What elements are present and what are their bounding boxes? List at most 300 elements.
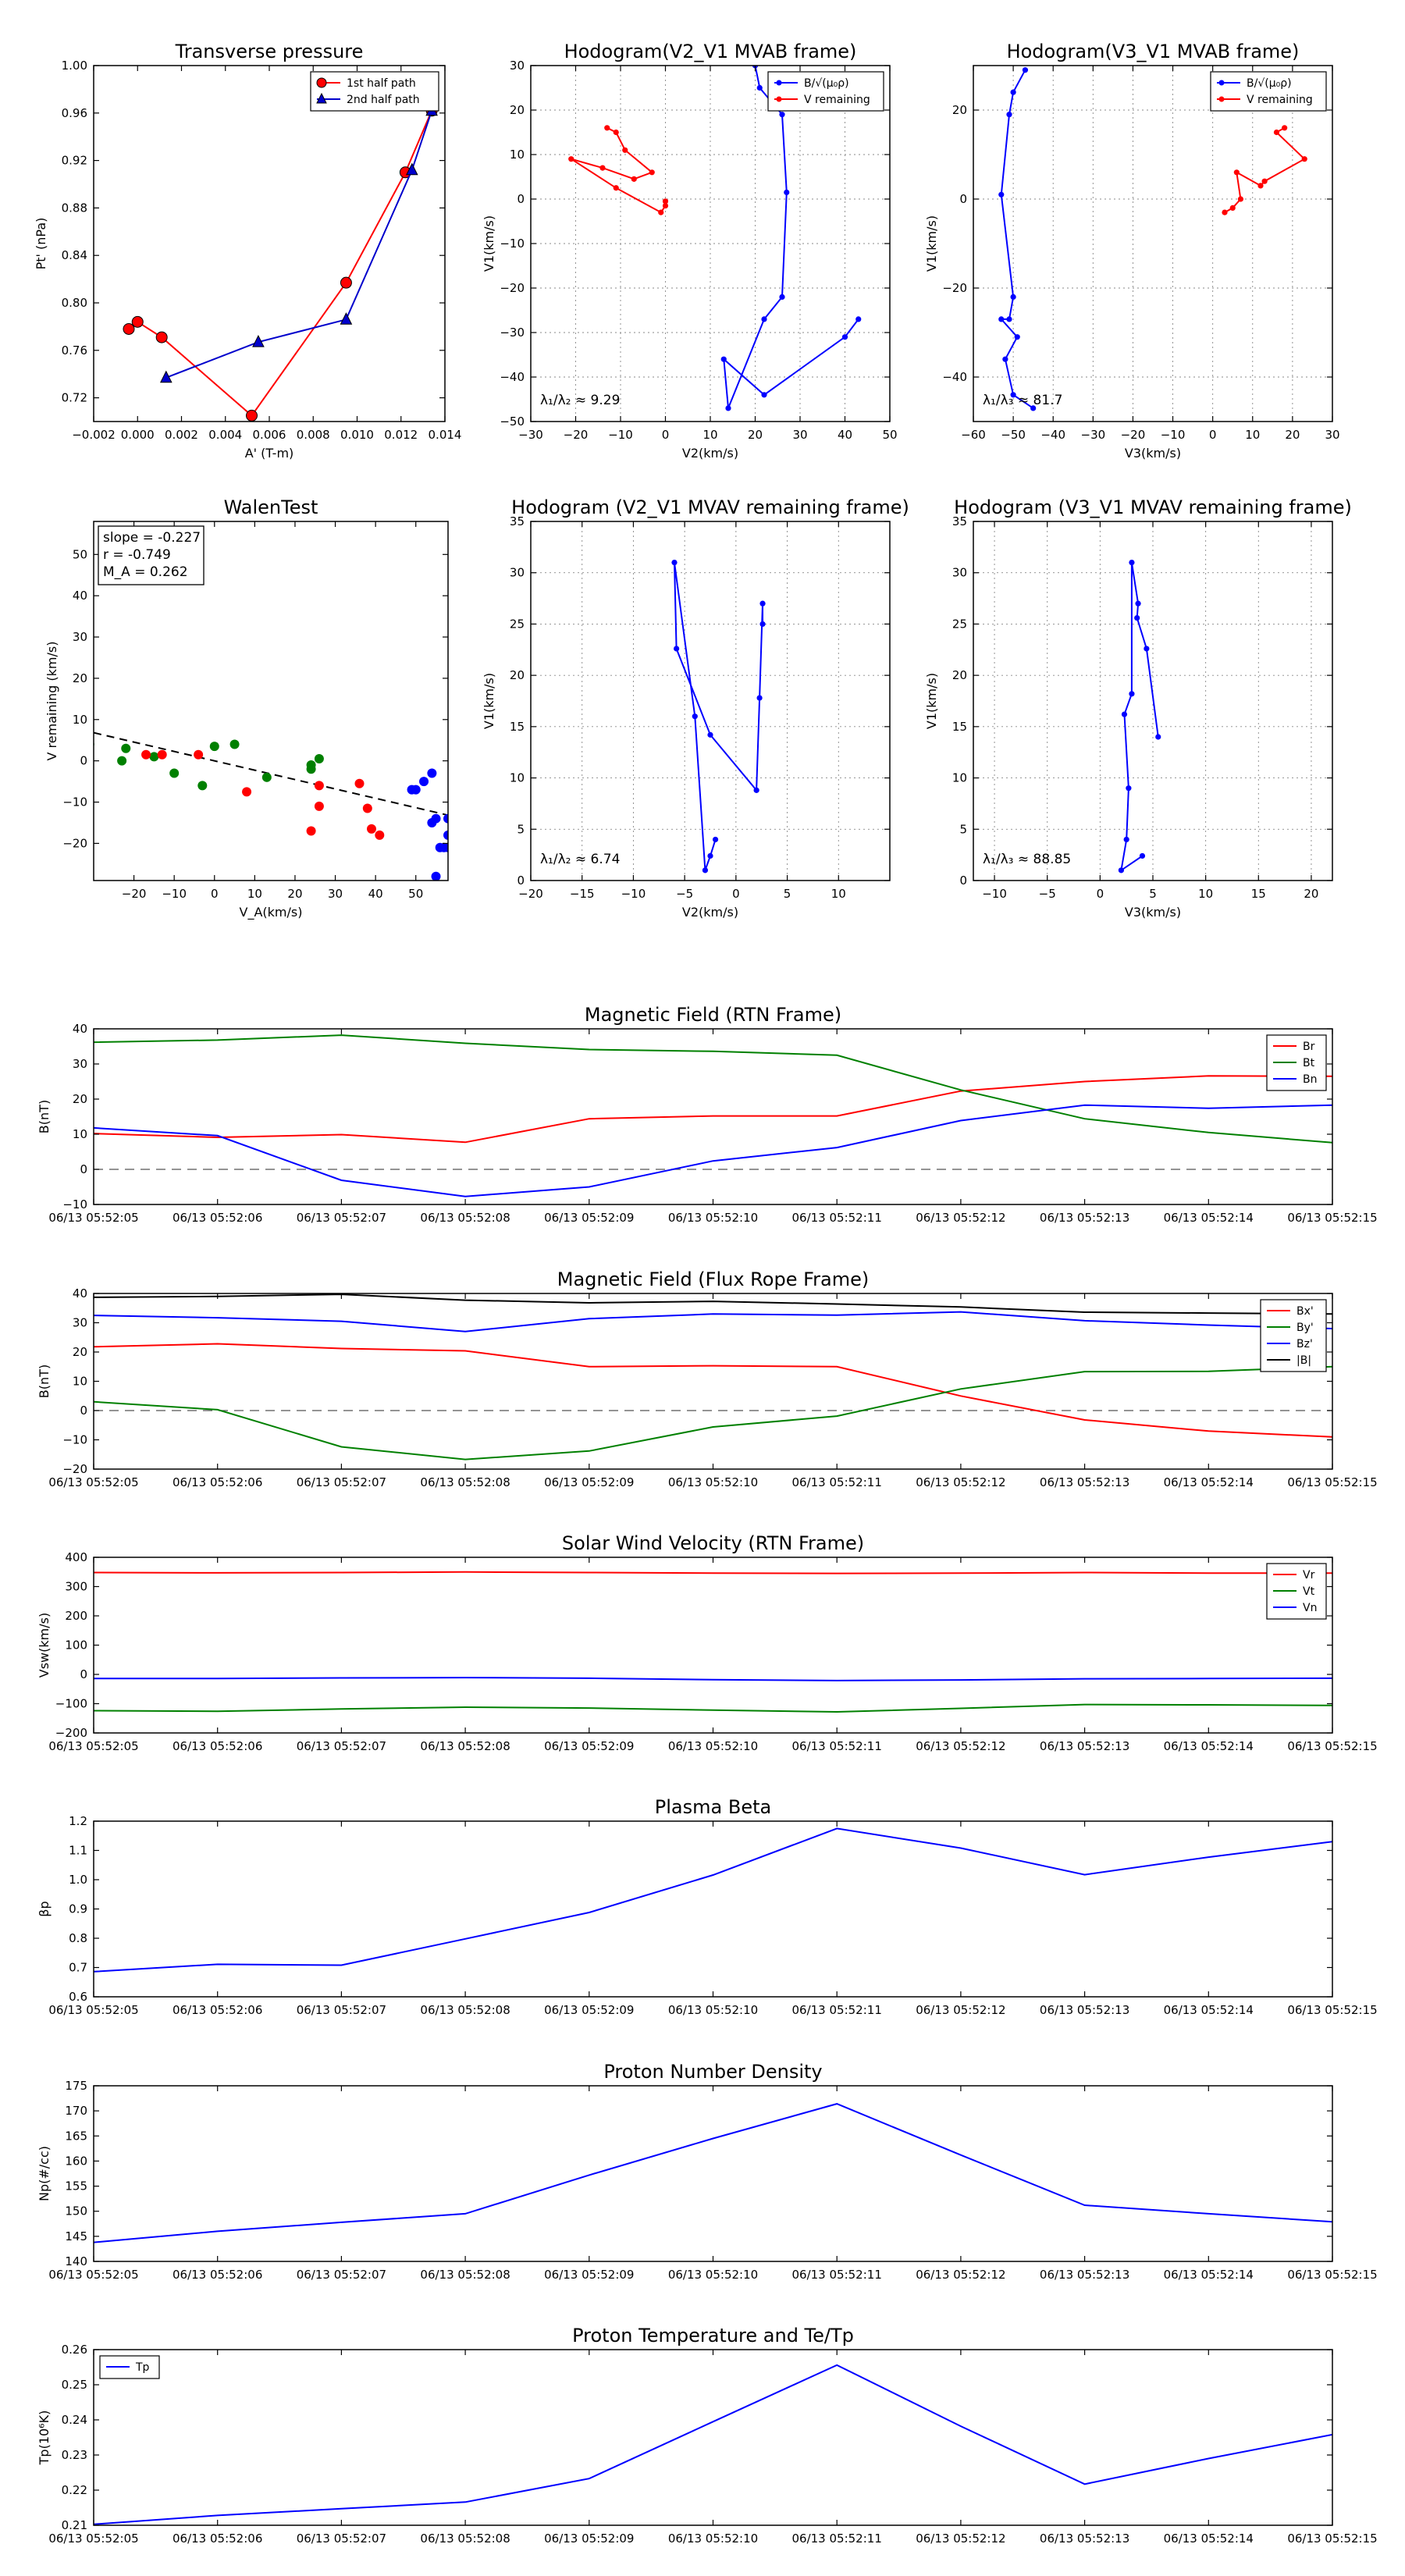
data-point-b xyxy=(761,316,767,322)
y-tick-label: 30 xyxy=(951,565,967,580)
plot-area xyxy=(94,1828,1332,1971)
data-point-series-2 xyxy=(315,802,324,811)
x-axis-label: V3(km/s) xyxy=(1124,905,1182,920)
legend-label-b: |B| xyxy=(1297,1354,1312,1367)
x-tick-label-timestamp: 06/13 05:52:15 xyxy=(1287,1211,1378,1225)
x-tick-label-timestamp: 06/13 05:52:15 xyxy=(1287,1475,1378,1489)
legend-label-br: Br xyxy=(1303,1041,1315,1053)
series-line-series-1 xyxy=(94,1828,1332,1971)
data-point-v-remaining xyxy=(1257,183,1263,188)
data-point-series-1 xyxy=(707,732,713,738)
data-point-1st-half-path xyxy=(123,323,134,334)
x-tick-label: 0 xyxy=(661,428,670,442)
axes-frame xyxy=(94,2350,1332,2525)
data-point-b xyxy=(1006,316,1012,322)
legend xyxy=(1211,72,1326,111)
x-tick-label-timestamp: 06/13 05:52:09 xyxy=(544,1211,635,1225)
panel-walentest xyxy=(44,496,453,920)
y-tick-label: 30 xyxy=(509,59,525,73)
data-point-series-2 xyxy=(307,827,316,836)
legend-marker xyxy=(777,97,782,102)
x-tick-label: −10 xyxy=(162,887,187,901)
x-tick-label: −20 xyxy=(518,887,543,901)
y-tick-label: 30 xyxy=(509,565,525,580)
data-point-series-1 xyxy=(1144,646,1149,651)
legend-label-2nd-half-path: 2nd half path xyxy=(347,94,420,106)
x-tick-label-timestamp: 06/13 05:52:10 xyxy=(667,2532,759,2546)
x-tick-label-timestamp: 06/13 05:52:11 xyxy=(791,2003,882,2017)
x-tick-label: −20 xyxy=(1120,428,1146,442)
data-point-series-1 xyxy=(674,646,679,651)
panel-hodogram-v3-v1-mvav-remaining-frame xyxy=(924,496,1352,920)
x-tick-label-timestamp: 06/13 05:52:06 xyxy=(173,1475,263,1489)
y-tick-label: 1.1 xyxy=(69,1843,87,1858)
x-tick-label: 40 xyxy=(368,887,383,901)
series-line-tp xyxy=(94,2365,1332,2524)
x-tick-label-timestamp: 06/13 05:52:09 xyxy=(544,2003,635,2017)
series-line-bt xyxy=(94,1035,1332,1143)
x-tick-label: −20 xyxy=(563,428,589,442)
y-tick-label: 0.21 xyxy=(61,2518,87,2532)
y-tick-label: 20 xyxy=(951,103,967,117)
y-tick-label: 20 xyxy=(951,668,967,683)
x-tick-label: 0.014 xyxy=(428,428,462,442)
y-axis-label: Vsw(km/s) xyxy=(37,1612,52,1678)
data-point-series-1 xyxy=(1122,711,1127,717)
x-tick-label-timestamp: 06/13 05:52:15 xyxy=(1287,1739,1378,1753)
plot-area xyxy=(94,1572,1332,1712)
data-point-series-1 xyxy=(85,740,94,749)
x-tick-label-timestamp: 06/13 05:52:13 xyxy=(1039,2003,1130,2017)
panel-proton-temperature-and-te-tp xyxy=(37,2325,1378,2546)
legend-marker xyxy=(1219,97,1225,102)
y-tick-label: 40 xyxy=(72,1286,87,1300)
data-point-series-1 xyxy=(210,742,219,751)
y-tick-label: 175 xyxy=(65,2079,87,2093)
y-tick-label: 35 xyxy=(509,514,525,528)
x-tick-label: 10 xyxy=(1198,887,1214,901)
y-tick-label: −20 xyxy=(62,836,87,851)
legend-label-bz: Bz' xyxy=(1297,1338,1313,1350)
y-tick-label: 10 xyxy=(72,1127,87,1141)
data-point-v-remaining xyxy=(1238,196,1243,201)
x-axis-label: V_A(km/s) xyxy=(239,905,303,920)
data-point-b xyxy=(998,192,1004,197)
chart-title: Hodogram(V2_V1 MVAB frame) xyxy=(564,41,857,62)
data-point-series-1 xyxy=(197,781,207,790)
y-tick-label: −50 xyxy=(500,415,525,429)
y-tick-label: 0.25 xyxy=(61,2378,87,2392)
series-line-bn xyxy=(94,1105,1332,1197)
x-tick-label: 0.002 xyxy=(165,428,198,442)
data-point-series-3 xyxy=(432,872,441,881)
y-tick-label: 170 xyxy=(65,2104,87,2119)
y-tick-label: 20 xyxy=(509,103,525,117)
stats-line: r = -0.749 xyxy=(103,547,171,563)
data-point-b xyxy=(721,357,727,362)
y-tick-label: 0.88 xyxy=(61,201,87,215)
x-tick-label-timestamp: 06/13 05:52:14 xyxy=(1163,2532,1254,2546)
x-axis-label: V3(km/s) xyxy=(1124,446,1182,461)
legend-marker xyxy=(777,80,782,86)
x-tick-label-timestamp: 06/13 05:52:09 xyxy=(544,1475,635,1489)
x-axis-label: A' (T-m) xyxy=(244,446,294,461)
data-point-1st-half-path xyxy=(247,410,258,421)
x-tick-label: −10 xyxy=(1160,428,1186,442)
y-axis-label: V1(km/s) xyxy=(924,672,939,730)
y-tick-label: −20 xyxy=(500,281,525,295)
data-point-series-1 xyxy=(1129,691,1134,696)
y-axis-label: V1(km/s) xyxy=(482,672,496,730)
y-tick-label: 20 xyxy=(509,668,525,683)
axes-frame xyxy=(531,521,890,881)
x-tick-label-timestamp: 06/13 05:52:12 xyxy=(916,2003,1006,2017)
data-point-series-1 xyxy=(756,695,762,700)
data-point-series-2 xyxy=(141,750,151,760)
series-line-vt xyxy=(94,1705,1332,1712)
x-tick-label-timestamp: 06/13 05:52:06 xyxy=(173,2532,263,2546)
x-tick-label-timestamp: 06/13 05:52:12 xyxy=(916,1211,1006,1225)
data-point-v-remaining xyxy=(604,125,610,130)
x-tick-label-timestamp: 06/13 05:52:07 xyxy=(296,1475,387,1489)
x-tick-label-timestamp: 06/13 05:52:13 xyxy=(1039,1475,1130,1489)
y-tick-label: 0.72 xyxy=(61,390,87,405)
x-tick-label-timestamp: 06/13 05:52:12 xyxy=(916,2532,1006,2546)
y-tick-label: 145 xyxy=(65,2229,87,2243)
x-tick-label-timestamp: 06/13 05:52:10 xyxy=(667,1739,759,1753)
x-tick-label-timestamp: 06/13 05:52:11 xyxy=(791,2268,882,2282)
chart-title: WalenTest xyxy=(223,496,318,518)
x-tick-label: 20 xyxy=(1304,887,1319,901)
data-point-series-1 xyxy=(1140,853,1145,859)
x-tick-label-timestamp: 06/13 05:52:08 xyxy=(420,1739,510,1753)
plot-area xyxy=(973,66,1332,422)
legend-label-bn: Bn xyxy=(1303,1073,1318,1086)
x-tick-label: −30 xyxy=(1080,428,1106,442)
series-line-1st-half-path xyxy=(129,111,432,416)
data-point-v-remaining xyxy=(1230,205,1236,211)
data-point-v-remaining xyxy=(631,176,637,182)
y-tick-label: 0 xyxy=(517,873,525,888)
series-line-by xyxy=(94,1367,1332,1460)
x-tick-label-timestamp: 06/13 05:52:06 xyxy=(173,1739,263,1753)
y-tick-label: 0.80 xyxy=(61,296,87,310)
data-point-b xyxy=(1011,294,1016,300)
x-tick-label-timestamp: 06/13 05:52:06 xyxy=(173,2003,263,2017)
x-tick-label-timestamp: 06/13 05:52:11 xyxy=(791,1211,882,1225)
y-tick-label: 10 xyxy=(72,712,87,727)
data-point-series-1 xyxy=(315,754,324,763)
axes-frame xyxy=(94,2086,1332,2261)
x-tick-label: 10 xyxy=(831,887,846,901)
y-tick-label: 0 xyxy=(959,192,967,206)
data-point-v-remaining xyxy=(1302,156,1307,162)
chart-title: Hodogram (V2_V1 MVAV remaining frame) xyxy=(511,496,909,518)
chart-title: Plasma Beta xyxy=(654,1796,772,1818)
x-tick-label-timestamp: 06/13 05:52:11 xyxy=(791,1739,882,1753)
x-tick-label-timestamp: 06/13 05:52:11 xyxy=(791,1475,882,1489)
data-point-series-1 xyxy=(754,788,759,793)
y-tick-label: 20 xyxy=(72,1345,87,1359)
data-point-series-3 xyxy=(427,769,436,778)
legend-marker xyxy=(317,78,326,87)
x-tick-label: 0 xyxy=(210,887,219,901)
x-tick-label: 30 xyxy=(1325,428,1340,442)
data-point-b xyxy=(779,294,784,300)
plot-area xyxy=(85,733,453,881)
chart-title: Hodogram (V3_V1 MVAV remaining frame) xyxy=(954,496,1352,518)
series-line-series-1 xyxy=(94,2104,1332,2243)
y-tick-label: 20 xyxy=(72,671,87,685)
data-point-b xyxy=(784,190,789,195)
y-tick-label: 15 xyxy=(509,719,525,734)
x-tick-label-timestamp: 06/13 05:52:05 xyxy=(48,2268,139,2282)
y-tick-label: 5 xyxy=(959,822,967,837)
y-tick-label: 0.22 xyxy=(61,2483,87,2497)
legend-marker xyxy=(1219,80,1225,86)
series-line-series-1 xyxy=(1121,563,1158,870)
x-tick-label: 10 xyxy=(702,428,718,442)
y-tick-label: 100 xyxy=(65,1638,87,1653)
eigenvalue-ratio-annotation: λ₁/λ₃ ≈ 81.7 xyxy=(983,393,1063,408)
y-tick-label: −10 xyxy=(62,1432,87,1447)
y-axis-label: B(nT) xyxy=(37,1099,52,1134)
legend-label-b: B/√(μ₀ρ) xyxy=(1247,77,1292,90)
chart-title: Proton Number Density xyxy=(603,2061,823,2083)
x-tick-label-timestamp: 06/13 05:52:05 xyxy=(48,1739,139,1753)
plot-area xyxy=(973,521,1332,881)
y-tick-label: 0 xyxy=(80,1404,87,1418)
y-axis-label: V1(km/s) xyxy=(482,215,496,272)
x-tick-label: −15 xyxy=(569,887,595,901)
x-tick-label: 10 xyxy=(1245,428,1261,442)
y-tick-label: 10 xyxy=(509,148,525,162)
eigenvalue-ratio-annotation: λ₁/λ₃ ≈ 88.85 xyxy=(983,852,1072,867)
data-point-series-1 xyxy=(307,764,316,774)
series-line-vn xyxy=(94,1678,1332,1681)
x-tick-label: 15 xyxy=(1250,887,1266,901)
legend-label-bt: Bt xyxy=(1303,1057,1315,1069)
x-tick-label: 0 xyxy=(732,887,740,901)
data-point-series-1 xyxy=(1134,615,1140,621)
y-tick-label: 0.96 xyxy=(61,105,87,120)
data-point-1st-half-path xyxy=(156,332,167,343)
x-tick-label-timestamp: 06/13 05:52:06 xyxy=(173,2268,263,2282)
y-tick-label: 165 xyxy=(65,2129,87,2144)
y-tick-label: 0 xyxy=(80,1162,87,1176)
y-tick-label: −200 xyxy=(55,1726,87,1740)
y-tick-label: −40 xyxy=(942,370,967,384)
y-tick-label: 30 xyxy=(72,630,87,645)
x-tick-label-timestamp: 06/13 05:52:12 xyxy=(916,1475,1006,1489)
y-tick-label: −10 xyxy=(500,237,525,251)
y-axis-label: Np(#/cc) xyxy=(37,2146,52,2201)
x-tick-label-timestamp: 06/13 05:52:15 xyxy=(1287,2003,1378,2017)
panel-solar-wind-velocity-rtn-frame xyxy=(37,1532,1378,1753)
x-tick-label-timestamp: 06/13 05:52:12 xyxy=(916,2268,1006,2282)
y-axis-label: V1(km/s) xyxy=(924,215,939,272)
y-tick-label: 0.76 xyxy=(61,343,87,358)
chart-title: Hodogram(V3_V1 MVAB frame) xyxy=(1006,41,1300,62)
x-tick-label-timestamp: 06/13 05:52:05 xyxy=(48,2532,139,2546)
y-tick-label: 20 xyxy=(72,1092,87,1106)
x-tick-label-timestamp: 06/13 05:52:15 xyxy=(1287,2532,1378,2546)
x-tick-label: −20 xyxy=(121,887,147,901)
y-tick-label: 0.6 xyxy=(69,1990,87,2004)
data-point-b xyxy=(1002,357,1008,362)
y-tick-label: 150 xyxy=(65,2204,87,2218)
series-line-series-1 xyxy=(674,563,763,870)
plot-area xyxy=(123,105,437,422)
panel-transverse-pressure xyxy=(34,41,461,461)
x-tick-label: −5 xyxy=(676,887,694,901)
x-tick-label: −5 xyxy=(1038,887,1056,901)
data-point-series-1 xyxy=(117,756,126,766)
series-line-b xyxy=(724,66,859,408)
x-tick-label-timestamp: 06/13 05:52:06 xyxy=(173,1211,263,1225)
data-point-v-remaining xyxy=(614,130,619,135)
legend-label-v-remaining: V remaining xyxy=(1247,94,1313,106)
x-tick-label-timestamp: 06/13 05:52:05 xyxy=(48,1475,139,1489)
y-tick-label: 15 xyxy=(951,719,967,734)
x-tick-label: −50 xyxy=(1001,428,1026,442)
x-tick-label-timestamp: 06/13 05:52:13 xyxy=(1039,1739,1130,1753)
data-point-b xyxy=(779,112,784,117)
data-point-v-remaining xyxy=(663,198,668,204)
x-tick-label-timestamp: 06/13 05:52:14 xyxy=(1163,1211,1254,1225)
data-point-series-1 xyxy=(692,713,698,719)
x-tick-label: 0.000 xyxy=(120,428,155,442)
x-tick-label-timestamp: 06/13 05:52:08 xyxy=(420,2268,510,2282)
x-tick-label: 50 xyxy=(882,428,898,442)
x-tick-label-timestamp: 06/13 05:52:07 xyxy=(296,1211,387,1225)
y-axis-label: Tp(10⁶K) xyxy=(37,2410,52,2465)
x-tick-label: −60 xyxy=(961,428,986,442)
data-point-series-2 xyxy=(363,803,372,813)
x-tick-label-timestamp: 06/13 05:52:08 xyxy=(420,2003,510,2017)
panel-hodogram-v2-v1-mvav-remaining-frame xyxy=(482,496,909,920)
legend xyxy=(1261,1300,1326,1372)
y-tick-label: 10 xyxy=(509,770,525,785)
y-tick-label: 0.24 xyxy=(61,2413,87,2427)
x-tick-label-timestamp: 06/13 05:52:13 xyxy=(1039,1211,1130,1225)
data-point-series-2 xyxy=(194,750,203,760)
data-point-1st-half-path xyxy=(132,316,143,327)
x-tick-label-timestamp: 06/13 05:52:14 xyxy=(1163,1475,1254,1489)
data-point-b xyxy=(757,85,763,91)
x-tick-label-timestamp: 06/13 05:52:07 xyxy=(296,2532,387,2546)
x-tick-label: 0 xyxy=(1096,887,1104,901)
plot-area xyxy=(531,521,890,881)
data-point-b xyxy=(998,316,1004,322)
y-tick-label: 50 xyxy=(72,547,87,562)
x-tick-label-timestamp: 06/13 05:52:12 xyxy=(916,1739,1006,1753)
y-tick-label: 0.8 xyxy=(69,1931,87,1945)
x-tick-label-timestamp: 06/13 05:52:13 xyxy=(1039,2268,1130,2282)
legend xyxy=(311,72,439,111)
data-point-series-2 xyxy=(375,831,384,840)
legend-label-vr: Vr xyxy=(1303,1569,1315,1582)
data-point-series-1 xyxy=(671,560,677,565)
y-tick-label: 0.7 xyxy=(69,1960,87,1975)
y-tick-label: 0.23 xyxy=(61,2448,87,2462)
x-tick-label-timestamp: 06/13 05:52:10 xyxy=(667,1211,759,1225)
data-point-series-1 xyxy=(230,740,240,749)
legend-label-vt: Vt xyxy=(1303,1585,1315,1598)
data-point-v-remaining xyxy=(1234,169,1240,175)
data-point-series-1 xyxy=(149,752,158,761)
data-point-series-3 xyxy=(419,777,429,786)
x-tick-label: 20 xyxy=(747,428,763,442)
x-tick-label: 0.012 xyxy=(384,428,418,442)
eigenvalue-ratio-annotation: λ₁/λ₂ ≈ 9.29 xyxy=(540,393,621,408)
y-tick-label: 160 xyxy=(65,2154,87,2169)
y-tick-label: −30 xyxy=(500,326,525,340)
data-point-b xyxy=(725,405,731,411)
x-tick-label: 0.010 xyxy=(340,428,374,442)
x-tick-label: 10 xyxy=(247,887,262,901)
stats-line: M_A = 0.262 xyxy=(103,564,188,580)
data-point-b xyxy=(842,334,848,340)
y-tick-label: 140 xyxy=(65,2254,87,2268)
data-point-series-1 xyxy=(169,769,179,778)
x-tick-label-timestamp: 06/13 05:52:10 xyxy=(667,2003,759,2017)
y-tick-label: 10 xyxy=(951,770,967,785)
y-tick-label: 40 xyxy=(72,589,87,603)
x-tick-label-timestamp: 06/13 05:52:10 xyxy=(667,1475,759,1489)
x-tick-label: −40 xyxy=(1040,428,1066,442)
panel-proton-number-density xyxy=(37,2061,1378,2282)
y-axis-label: V remaining (km/s) xyxy=(44,641,59,761)
data-point-series-1 xyxy=(1124,837,1129,842)
y-tick-label: 25 xyxy=(509,617,525,632)
plot-area xyxy=(94,2104,1332,2243)
x-tick-label-timestamp: 06/13 05:52:08 xyxy=(420,1211,510,1225)
x-tick-label-timestamp: 06/13 05:52:07 xyxy=(296,1739,387,1753)
x-tick-label-timestamp: 06/13 05:52:13 xyxy=(1039,2532,1130,2546)
data-point-series-1 xyxy=(707,853,713,859)
x-tick-label-timestamp: 06/13 05:52:11 xyxy=(791,2532,882,2546)
axes-frame xyxy=(973,66,1332,422)
x-tick-label-timestamp: 06/13 05:52:07 xyxy=(296,2003,387,2017)
data-point-v-remaining xyxy=(568,156,574,162)
y-tick-label: 35 xyxy=(951,514,967,528)
y-tick-label: 0.9 xyxy=(69,1902,87,1916)
data-point-v-remaining xyxy=(614,185,619,190)
y-tick-label: 0 xyxy=(959,873,967,888)
y-tick-label: 300 xyxy=(65,1579,87,1594)
data-point-v-remaining xyxy=(622,148,628,153)
chart-title: Solar Wind Velocity (RTN Frame) xyxy=(561,1532,865,1554)
x-tick-label: −0.002 xyxy=(72,428,116,442)
y-tick-label: 0 xyxy=(80,753,87,768)
legend-label-tp: Tp xyxy=(136,2361,150,2374)
y-axis-label: B(nT) xyxy=(37,1364,52,1399)
data-point-1st-half-path xyxy=(340,277,351,288)
x-tick-label-timestamp: 06/13 05:52:09 xyxy=(544,2532,635,2546)
data-point-series-1 xyxy=(262,773,272,782)
y-tick-label: 1.00 xyxy=(61,59,87,73)
axes-frame xyxy=(94,1557,1332,1733)
x-tick-label-timestamp: 06/13 05:52:14 xyxy=(1163,2003,1254,2017)
y-tick-label: −10 xyxy=(62,1197,87,1212)
fit-line xyxy=(94,733,448,816)
data-point-series-1 xyxy=(121,744,130,753)
legend-label-bx: Bx' xyxy=(1297,1305,1314,1318)
y-tick-label: 30 xyxy=(72,1315,87,1330)
data-point-series-1 xyxy=(1129,560,1134,565)
data-point-series-2 xyxy=(242,787,251,796)
